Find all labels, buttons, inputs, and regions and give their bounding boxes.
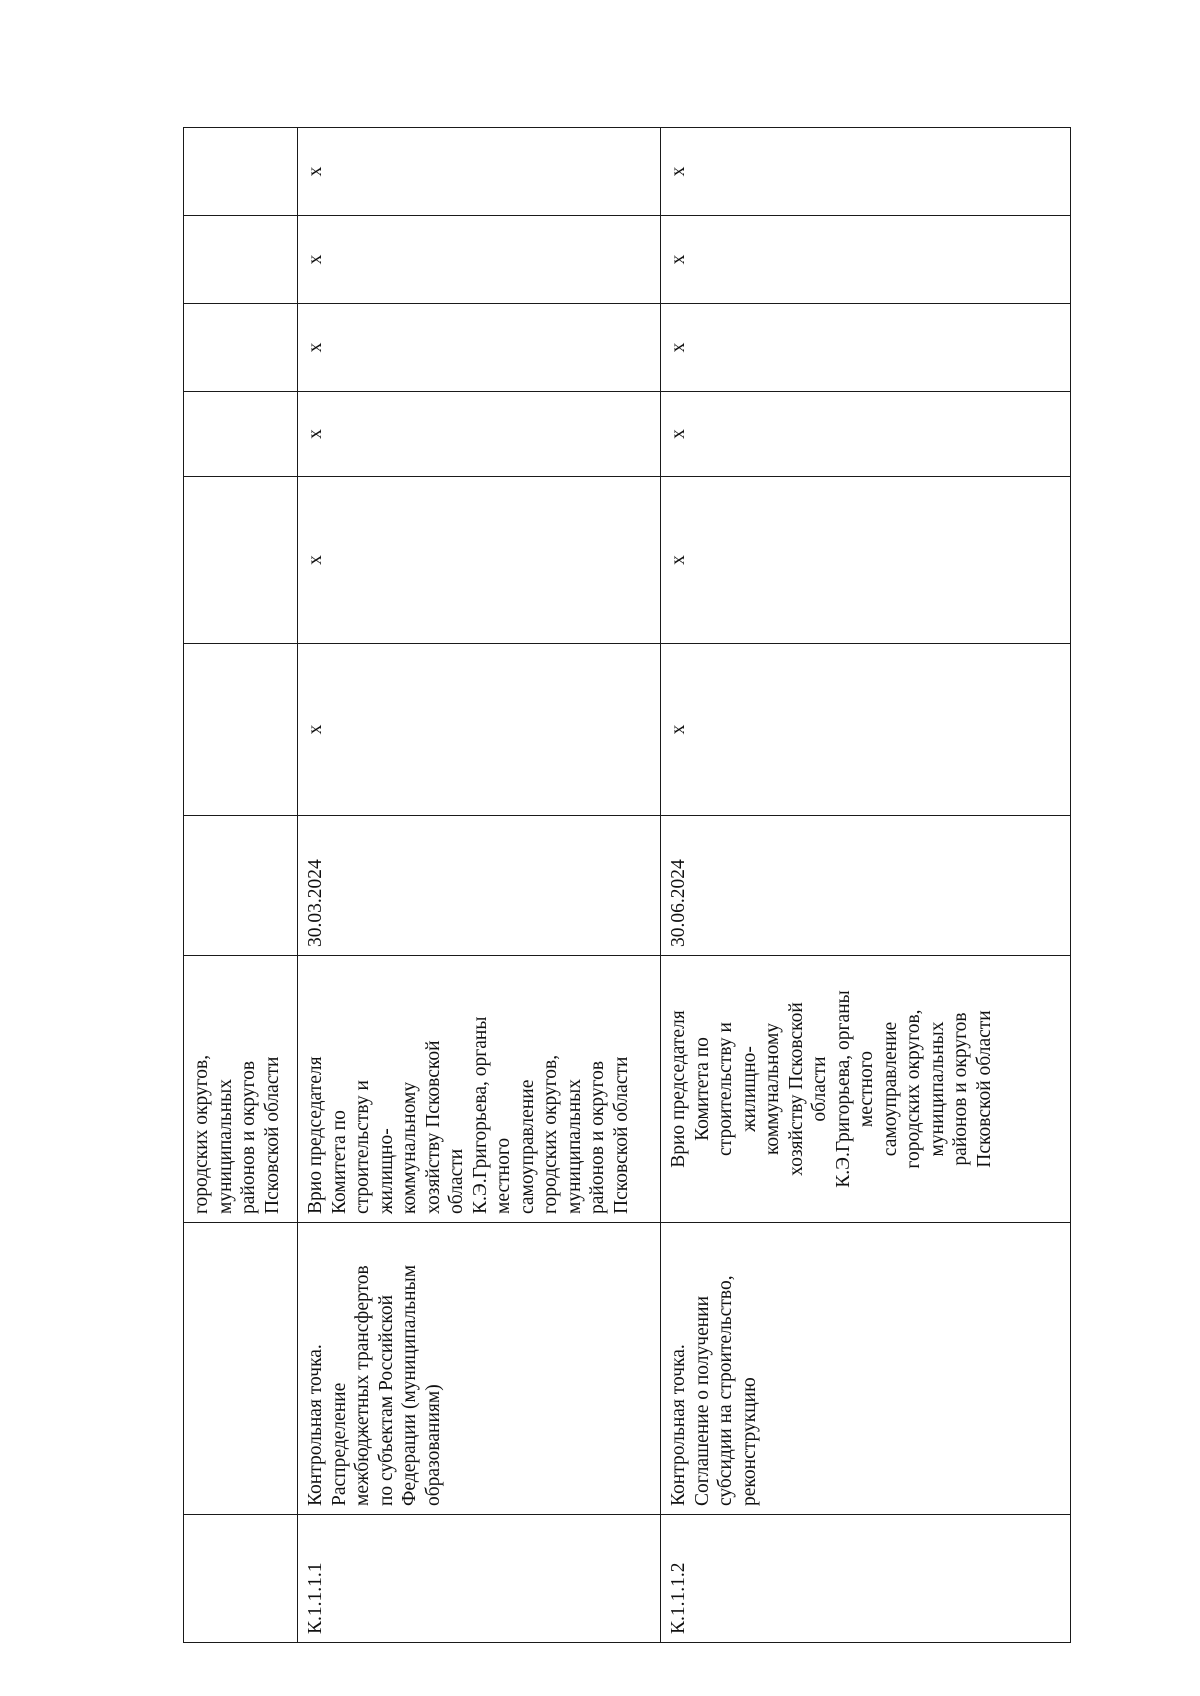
- cell-responsible: Врио председателя Комитета по строительству и жилищно- коммунальному хозяйству Псковской области К.Э.Григорьева, органы местного самоуправление городских округов, муниципальных районов и округов Псковской области: [298, 956, 661, 1223]
- cell-mark: x: [661, 128, 1071, 216]
- cell-mark: x: [298, 477, 661, 644]
- cell-mark: x: [298, 216, 661, 304]
- cell-mark: x: [661, 216, 1071, 304]
- cell-date-empty: [184, 816, 298, 956]
- cell-mark: x: [298, 392, 661, 477]
- cell-empty: [184, 304, 298, 392]
- cell-mark: x: [298, 128, 661, 216]
- cell-code: К.1.1.1.1: [298, 1515, 661, 1643]
- cell-empty: [184, 644, 298, 816]
- cell-mark: x: [661, 392, 1071, 477]
- cell-empty: [184, 392, 298, 477]
- cell-responsible: Врио председателя Комитета по строительству и жилищно- коммунальному хозяйству Псковской области К.Э.Григорьева, органы местного самоуправление городских округов, муниципальных районов и округов Псковской области: [661, 956, 1071, 1223]
- table-row: [661, 128, 1071, 1643]
- cell-mark: x: [298, 644, 661, 816]
- table-row-continuation: [184, 128, 298, 1643]
- rotated-page: [183, 128, 1070, 1643]
- cell-date: 30.03.2024: [298, 816, 661, 956]
- cell-mark: x: [298, 304, 661, 392]
- cell-name-empty: [184, 1223, 298, 1515]
- cell-mark: x: [661, 477, 1071, 644]
- document-table: [183, 127, 1071, 1643]
- cell-date: 30.06.2024: [661, 816, 1071, 956]
- cell-empty: [184, 477, 298, 644]
- cell-name: Контрольная точка. Соглашение о получении субсидии на строительство, реконструкцию: [661, 1223, 1071, 1515]
- cell-responsible-continuation: городских округов, муниципальных районов и округов Псковской области: [184, 956, 298, 1223]
- cell-code-empty: [184, 1515, 298, 1643]
- table-row: [298, 128, 661, 1643]
- cell-mark: x: [661, 644, 1071, 816]
- cell-code: К.1.1.1.2: [661, 1515, 1071, 1643]
- cell-empty: [184, 216, 298, 304]
- cell-name: Контрольная точка. Распределение межбюджетных трансфертов по субъектам Российской Федерации (муниципальным образованиям): [298, 1223, 661, 1515]
- cell-mark: x: [661, 304, 1071, 392]
- cell-empty: [184, 128, 298, 216]
